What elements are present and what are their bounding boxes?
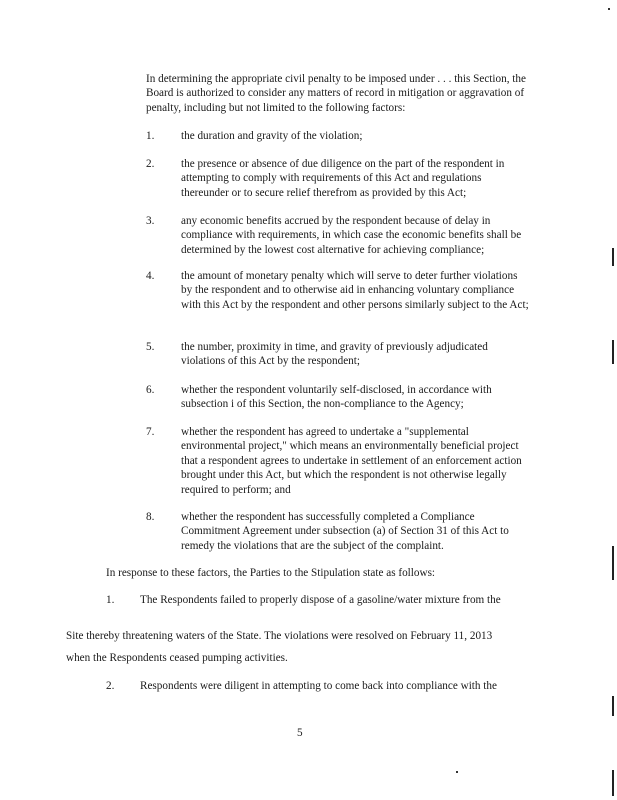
- factor-text: the amount of monetary penalty which will serve to deter further violations by the respondent and to otherwise aid in enhancing voluntary compliance with this Act by the respondent and other persons similarly subject to the Act;: [181, 270, 529, 311]
- intro-paragraph: In determining the appropriate civil penalty to be imposed under . . . this Section, the Board is authorized to consider any matters of record in mitigation or aggravation of penalty, including but not limited to the following factors:: [146, 73, 526, 114]
- scan-speck: [456, 771, 458, 773]
- factor-text: the duration and gravity of the violation;: [181, 130, 363, 142]
- change-bar: [612, 696, 614, 716]
- change-bar: [612, 340, 614, 364]
- change-bar: [612, 248, 614, 266]
- factor-number: 1.: [146, 130, 155, 142]
- page-number: 5: [297, 727, 303, 739]
- factor-text: whether the respondent has successfully completed a Compliance Commitment Agreement under subsection (a) of Section 31 of this Act to remedy the violations that are the subject of the complaint.: [181, 511, 509, 552]
- response-line: when the Respondents ceased pumping activities.: [66, 652, 288, 664]
- factor-text: the number, proximity in time, and gravity of previously adjudicated violations of this Act by the respondent;: [181, 341, 488, 368]
- change-bar: [612, 770, 614, 796]
- factor-text: any economic benefits accrued by the respondent because of delay in compliance with requirements, in which case the economic benefits shall be determined by the lowest cost alternative for achieving compliance;: [181, 215, 522, 256]
- factor-text: whether the respondent voluntarily self-disclosed, in accordance with subsection i of this Section, the non-compliance to the Agency;: [181, 384, 492, 411]
- response-line: Site thereby threatening waters of the State. The violations were resolved on February 11, 2013: [66, 630, 493, 642]
- response-line: The Respondents failed to properly dispose of a gasoline/water mixture from the: [140, 594, 501, 606]
- factor-number: 4.: [146, 270, 155, 282]
- factor-number: 7.: [146, 426, 155, 438]
- factor-number: 2.: [146, 158, 155, 170]
- response-number: 1.: [106, 594, 115, 606]
- response-number: 2.: [106, 680, 115, 692]
- factor-number: 8.: [146, 511, 155, 523]
- response-intro: In response to these factors, the Parties to the Stipulation state as follows:: [106, 567, 436, 579]
- factor-text: whether the respondent has agreed to undertake a "supplemental environmental project," which means an environmentally beneficial project that a respondent agrees to undertake in settlement of an enforcement action brought under this Act, but which the respondent is not otherwise legally required to perform; and: [181, 426, 522, 496]
- change-bar: [612, 546, 614, 580]
- response-line: Respondents were diligent in attempting to come back into compliance with the: [140, 680, 497, 692]
- factor-number: 5.: [146, 341, 155, 353]
- factor-text: the presence or absence of due diligence on the part of the respondent in attempting to comply with requirements of this Act and regulations thereunder or to secure relief therefrom as provided by this Act;: [181, 158, 505, 199]
- factor-number: 3.: [146, 215, 155, 227]
- scan-speck: [608, 8, 610, 10]
- factor-number: 6.: [146, 384, 155, 396]
